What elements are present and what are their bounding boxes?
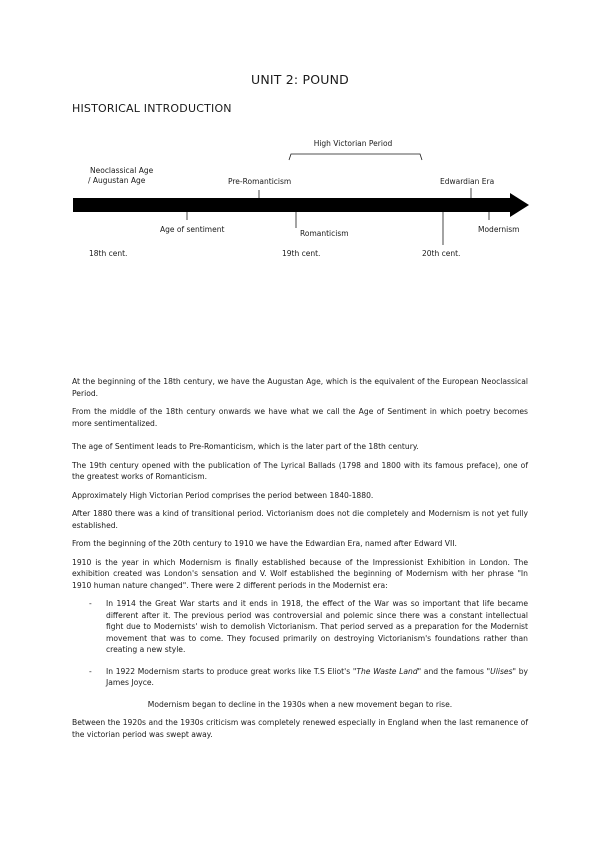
- paragraph-transition: After 1880 there was a kind of transitional period. Victorianism does not die completely and Modernism is not yet fully established.: [72, 509, 528, 530]
- label-20th-century: 20th cent.: [422, 249, 461, 258]
- timeline-arrow: [73, 193, 529, 217]
- bullet-dash: -: [89, 666, 92, 676]
- bullet-dash: -: [89, 599, 92, 608]
- paragraph-edwardian: From the beginning of the 20th century to 1910 we have the Edwardian Era, named after Edward VII.: [72, 539, 457, 548]
- paragraph-high-victorian: Approximately High Victorian Period comprises the period between 1840-1880.: [72, 490, 374, 500]
- label-neoclassical-1: Neoclassical Age: [90, 166, 154, 175]
- title-ulises: "Ulises": [486, 666, 517, 676]
- bullet-great-war: In 1914 the Great War starts and it ends in 1918, the effect of the War was so important that life became different after it. The previous period was controversial and polemic since there was a constant intellectual fight due to Modernists' wish to demolish Victorianism. That period served as a preparation for the Modernist movement that was to come. They focused primarily on destroying Victorianism's foundations rather than creating a new style.: [106, 599, 528, 654]
- label-preromanticism: Pre-Romanticism: [228, 177, 292, 186]
- label-romanticism: Romanticism: [300, 229, 349, 238]
- label-edwardian: Edwardian Era: [440, 177, 495, 186]
- bullet-1922-middle: and the famous: [421, 666, 487, 676]
- list-item: [72, 598, 528, 656]
- title-waste-land: "The Waste Land": [352, 666, 422, 676]
- modernism-periods-list: [72, 598, 528, 689]
- bullet-1922-end: by James Joyce.: [106, 666, 529, 687]
- paragraph-romanticism: The 19th century opened with the publication of The Lyrical Ballads (1798 and 1800 with its famous preface), one of the greatest works of Romanticism.: [72, 460, 528, 481]
- timeline-diagram: [0, 0, 600, 300]
- page-title: UNIT 2: POUND: [250, 72, 350, 87]
- list-item: [72, 666, 528, 689]
- label-modernism: Modernism: [478, 225, 520, 234]
- victorian-bracket: [289, 154, 422, 160]
- label-18th-century: 18th cent.: [89, 249, 128, 258]
- label-sentiment: Age of sentiment: [160, 225, 225, 234]
- label-neoclassical-2: / Augustan Age: [88, 176, 146, 185]
- section-heading: HISTORICAL INTRODUCTION: [72, 102, 232, 115]
- paragraph-modernism: 1910 is the year in which Modernism is finally established because of the Impressionist Exhibition in London. The exhibition created was London's sensation and V. Wolf established the beginning of Modernism with her phrase "In 1910 human nature changed". There were 2 different periods in the Modernist era:: [72, 557, 528, 590]
- paragraph-decline: Modernism began to decline in the 1930s when a new movement began to rise.: [147, 699, 453, 709]
- paragraph-sentiment: From the middle of the 18th century onwards we have what we call the Age of Sentiment in which poetry becomes more sentimentalized.: [72, 407, 528, 428]
- paragraph-criticism: Between the 1920s and the 1930s criticism was completely renewed especially in England when the last remanence of the victorian period was swept away.: [72, 718, 528, 739]
- body-text: [72, 376, 528, 747]
- paragraph-augustan: At the beginning of the 18th century, we have the Augustan Age, which is the equivalent of the European Neoclassical Period.: [72, 377, 528, 398]
- label-high-victorian: High Victorian Period: [313, 139, 393, 148]
- paragraph-preromanticism: The age of Sentiment leads to Pre-Romanticism, which is the later part of the 18th century.: [72, 442, 419, 451]
- label-19th-century: 19th cent.: [282, 249, 321, 258]
- bullet-1922-text: In 1922 Modernism starts to produce great works like T.S Eliot's: [106, 666, 353, 676]
